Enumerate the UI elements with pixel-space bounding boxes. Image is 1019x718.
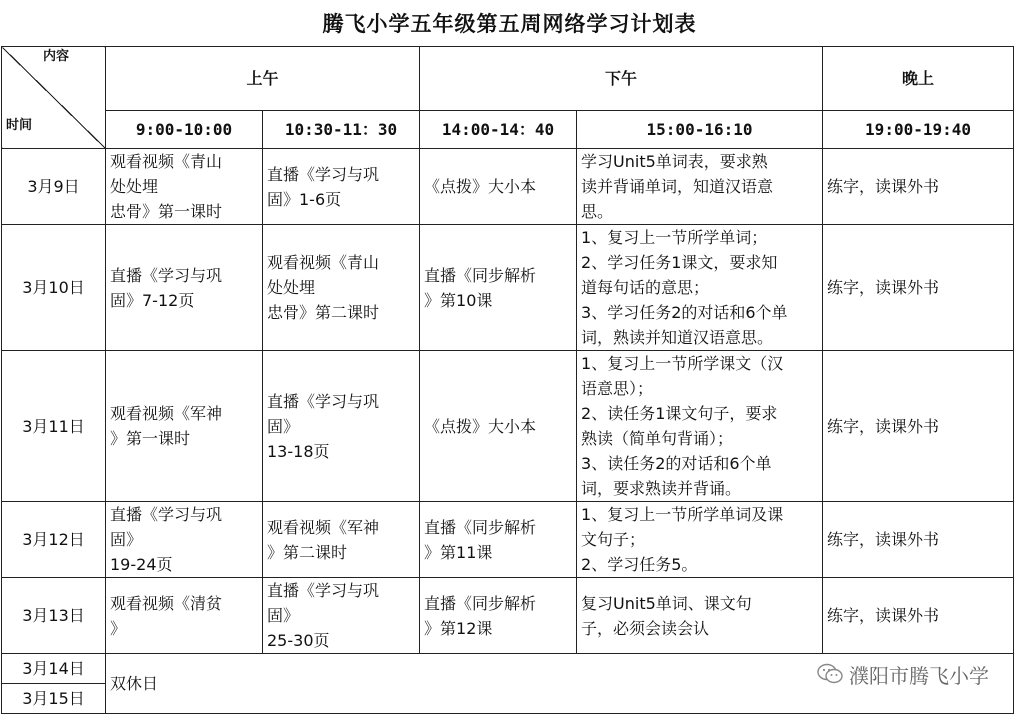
schedule-cell: 直播《学习与巩 固》7-12页	[106, 225, 263, 351]
table-row	[2, 351, 1014, 502]
schedule-cell: 直播《同步解析 》第12课	[420, 578, 577, 654]
schedule-cell: 练字，读课外书	[823, 351, 1014, 502]
wechat-icon	[817, 663, 843, 685]
schedule-cell: 《点拨》大小本	[420, 149, 577, 225]
table-row	[2, 502, 1014, 578]
schedule-cell: 观看视频《清贫 》	[106, 578, 263, 654]
schedule-cell: 1、复习上一节所学课文（汉 语意思）； 2、读任务1课文句子，要求 熟读（简单句背诵）； 3、读任务2的对话和6个单 词，要求熟读并背诵。	[577, 351, 823, 502]
date-cell: 3月14日	[2, 654, 106, 684]
date-cell: 3月9日	[2, 149, 106, 225]
period-morning: 上午	[106, 47, 420, 111]
schedule-cell: 《点拨》大小本	[420, 351, 577, 502]
corner-header-cell	[2, 47, 106, 149]
time-slot-2: 10:30-11：30	[263, 111, 420, 149]
schedule-cell: 学习Unit5单词表，要求熟 读并背诵单词，知道汉语意 思。	[577, 149, 823, 225]
schedule-cell: 直播《同步解析 》第10课	[420, 225, 577, 351]
schedule-table	[1, 46, 1014, 714]
watermark	[817, 656, 989, 692]
date-cell: 3月12日	[2, 502, 106, 578]
schedule-cell: 直播《学习与巩 固》 25-30页	[263, 578, 420, 654]
schedule-cell: 观看视频《军神 》第一课时	[106, 351, 263, 502]
schedule-cell: 直播《学习与巩 固》1-6页	[263, 149, 420, 225]
schedule-cell: 1、复习上一节所学单词及课 文句子； 2、学习任务5。	[577, 502, 823, 578]
date-cell: 3月15日	[2, 684, 106, 714]
page-title: 腾飞小学五年级第五周网络学习计划表	[322, 12, 697, 36]
corner-time-label: 时间	[6, 118, 33, 133]
schedule-cell: 观看视频《青山 处处埋 忠骨》第一课时	[106, 149, 263, 225]
date-cell: 3月11日	[2, 351, 106, 502]
period-evening: 晚上	[823, 47, 1014, 111]
table-row	[2, 149, 1014, 225]
table-row	[2, 225, 1014, 351]
table-row	[2, 578, 1014, 654]
schedule-cell: 观看视频《青山 处处埋 忠骨》第二课时	[263, 225, 420, 351]
schedule-cell: 直播《学习与巩 固》 13-18页	[263, 351, 420, 502]
schedule-cell: 练字，读课外书	[823, 578, 1014, 654]
schedule-cell: 直播《学习与巩 固》 19-24页	[106, 502, 263, 578]
time-slot-3: 14:00-14：40	[420, 111, 577, 149]
period-afternoon: 下午	[420, 47, 823, 111]
corner-content-label: 内容	[42, 49, 69, 64]
schedule-cell: 练字，读课外书	[823, 225, 1014, 351]
time-slot-5: 19:00-19:40	[823, 111, 1014, 149]
watermark-text: 濮阳市腾飞小学	[849, 663, 989, 688]
schedule-cell: 练字，读课外书	[823, 502, 1014, 578]
schedule-cell: 练字，读课外书	[823, 149, 1014, 225]
schedule-cell: 复习Unit5单词、课文句 子，必须会读会认	[577, 578, 823, 654]
time-slot-4: 15:00-16:10	[577, 111, 823, 149]
schedule-cell: 直播《同步解析 》第11课	[420, 502, 577, 578]
time-slot-1: 9:00-10:00	[106, 111, 263, 149]
date-cell: 3月10日	[2, 225, 106, 351]
schedule-cell: 观看视频《军神 》第二课时	[263, 502, 420, 578]
weekend-cell: 双休日	[106, 654, 1014, 714]
date-cell: 3月13日	[2, 578, 106, 654]
schedule-cell: 1、复习上一节所学单词； 2、学习任务1课文，要求知 道每句话的意思； 3、学习任务2的对话和6个单 词，熟读并知道汉语意思。	[577, 225, 823, 351]
